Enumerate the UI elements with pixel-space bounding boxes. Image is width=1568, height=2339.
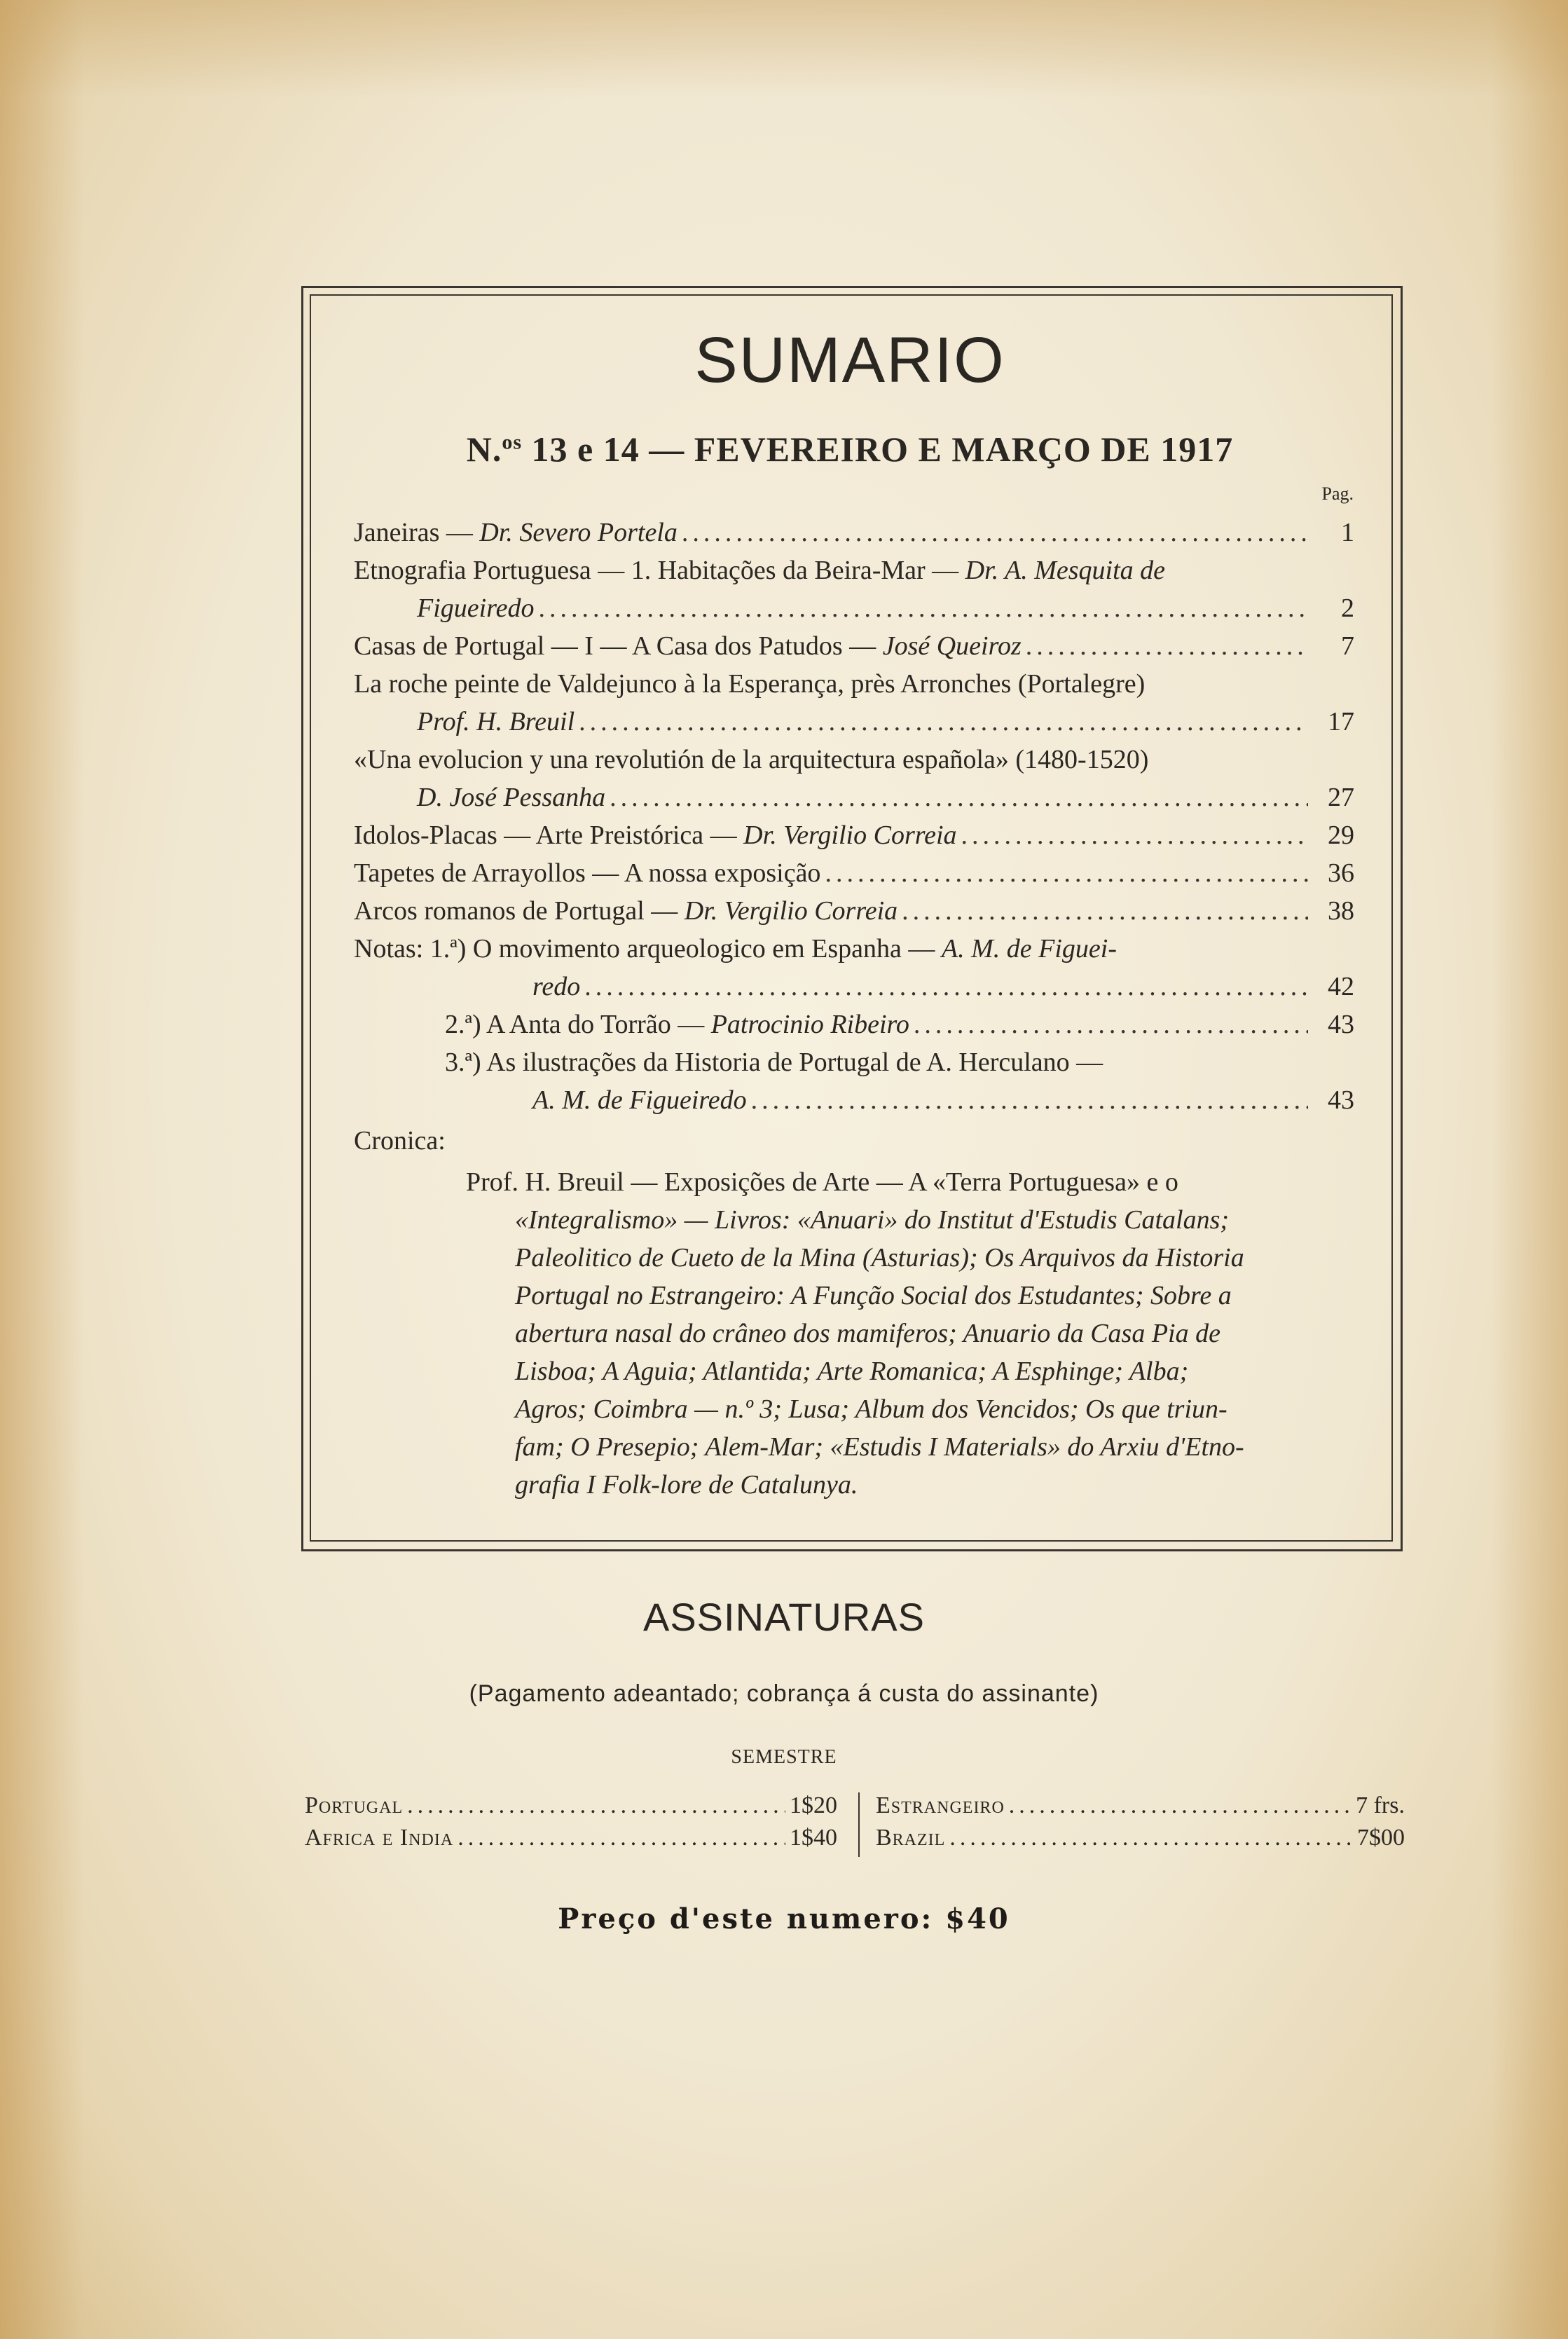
cronica-text — [354, 1163, 1354, 1504]
subscriptions-note: (Pagamento adeantado; cobrança á custa do assinante) — [469, 1680, 1099, 1707]
toc-entry-cont: D. José Pessanha ..... 27 — [354, 782, 1354, 820]
toc-entry-cont: Prof. H. Breuil ..... 17 — [354, 706, 1354, 744]
table-of-contents — [354, 517, 1354, 1504]
page-stain-top — [0, 0, 1568, 98]
toc-entry: Janeiras — Dr. Severo Portela ..... 1 — [354, 517, 1354, 555]
toc-page: 29 — [1328, 821, 1354, 850]
cronica-line: Paleolitico de Cueto de la Mina (Asturias); Os Arquivos da Historia — [515, 1243, 1244, 1273]
cronica-line: Lisboa; A Aguia; Atlantida; Arte Romanica; A Esphinge; Alba; — [515, 1357, 1189, 1386]
toc-page: 38 — [1328, 896, 1354, 926]
subscriptions-title: ASSINATURAS — [642, 1595, 926, 1639]
toc-entry: Idolos-Placas — Arte Preistórica — Dr. Vergilio Correia ..... 29 — [354, 820, 1354, 858]
toc-page: 43 — [1328, 1010, 1354, 1039]
toc-page: 1 — [1341, 518, 1354, 547]
price-column-left — [305, 1792, 837, 1857]
issue-price: Preço d'este numero: $40 — [558, 1902, 1010, 1935]
toc-entry: «Una evolucion y una revolutión de la arquitectura española» (1480-1520) — [354, 745, 1149, 774]
price-row: Africa e India ..... 1$40 — [305, 1825, 837, 1857]
toc-page: 7 — [1341, 631, 1354, 661]
price-column-right — [876, 1792, 1405, 1857]
price-divider — [858, 1792, 860, 1857]
cronica-line: fam; O Presepio; Alem-Mar; «Estudis I Materials» do Arxiu d'Etno- — [515, 1432, 1244, 1462]
toc-page: 27 — [1328, 783, 1354, 812]
cronica-line: Prof. H. Breuil — Exposições de Arte — A «Terra Portuguesa» e o — [466, 1167, 1178, 1197]
page-column-label: Pag. — [1321, 483, 1354, 504]
issue-rest: 13 e 14 — FEVEREIRO E MARÇO DE 1917 — [522, 430, 1234, 469]
issue-sup: os — [502, 430, 523, 454]
toc-entry-cont: A. M. de Figueiredo ..... 43 — [354, 1085, 1354, 1123]
price-row: Brazil ..... 7$00 — [876, 1825, 1405, 1857]
cronica-line: abertura nasal do crâneo dos mamiferos; Anuario da Casa Pia de — [515, 1319, 1220, 1348]
cronica-line: Portugal no Estrangeiro: A Função Social dos Estudantes; Sobre a — [515, 1281, 1232, 1310]
toc-entry-cont: redo ..... 42 — [354, 971, 1354, 1009]
toc-entry: 3.ª) As ilustrações da Historia de Portugal de A. Herculano — — [445, 1048, 1103, 1077]
cronica-line: grafia I Folk-lore de Catalunya. — [515, 1470, 858, 1500]
subscriptions-period: SEMESTRE — [731, 1746, 837, 1768]
toc-page: 36 — [1328, 858, 1354, 888]
toc-entry: La roche peinte de Valdejunco à la Esperança, près Arronches (Portalegre) — [354, 669, 1146, 699]
toc-page: 2 — [1341, 594, 1354, 623]
summary-title: SUMARIO — [694, 324, 1005, 396]
price-row: Portugal ..... 1$20 — [305, 1792, 837, 1825]
toc-entry: 2.ª) A Anta do Torrão — Patrocinio Ribeiro ..... 43 — [354, 1009, 1354, 1047]
toc-entry: Arcos romanos de Portugal — Dr. Vergilio Correia ..... 38 — [354, 896, 1354, 933]
cronica-line: «Integralismo» — Livros: «Anuari» do Institut d'Estudis Catalans; — [515, 1205, 1230, 1235]
toc-entry: Notas: 1.ª) O movimento arqueologico em Espanha — A. M. de Figuei- — [354, 934, 1117, 963]
issue-heading — [310, 429, 1390, 469]
cronica-line: Agros; Coimbra — n.º 3; Lusa; Album dos Vencidos; Os que triun- — [515, 1394, 1227, 1424]
page-stain-left — [0, 0, 84, 2339]
price-row: Estrangeiro ..... 7 frs. — [876, 1792, 1405, 1825]
toc-entry-cont: Figueiredo ..... 2 — [354, 593, 1354, 631]
toc-entry: Casas de Portugal — I — A Casa dos Patudos — José Queiroz ..... 7 — [354, 631, 1354, 668]
page-stain-right — [1491, 0, 1568, 2339]
toc-page: 17 — [1328, 707, 1354, 736]
toc-page: 43 — [1328, 1085, 1354, 1115]
issue-prefix: N. — [466, 430, 502, 469]
toc-entry: Tapetes de Arrayollos — A nossa exposição ..... 36 — [354, 858, 1354, 896]
toc-entry: Etnografia Portuguesa — 1. Habitações da Beira-Mar — Dr. A. Mesquita de — [354, 556, 1166, 585]
toc-page: 42 — [1328, 972, 1354, 1001]
cronica-label: Cronica: — [354, 1126, 446, 1155]
